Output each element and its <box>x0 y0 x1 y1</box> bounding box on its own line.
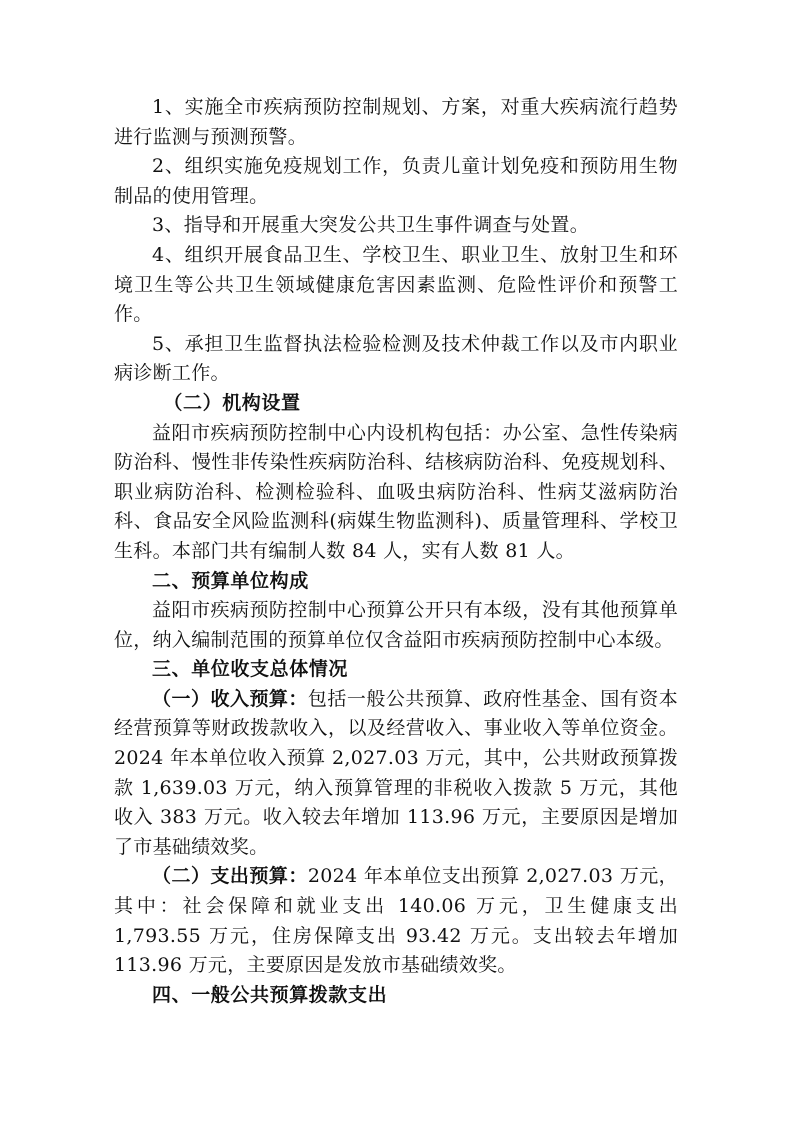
budget-units-heading: 二、预算单位构成 <box>152 569 309 592</box>
income-budget-paragraph <box>114 685 678 863</box>
duty-item-3: 3、指导和开展重大突发公共卫生事件调查与处置。 <box>152 214 589 237</box>
duty-item-4: 4、组织开展食品卫生、学校卫生、职业卫生、放射卫生和环境卫生等公共卫生领域健康危害因素监测、危险性评价和预警工作。 <box>114 243 678 326</box>
expense-budget-label: （二）支出预算： <box>152 865 308 888</box>
expense-budget-text: 2024 年本单位支出预算 2,027.03 万元，其中：社会保障和就业支出 140.06 万元，卫生健康支出 1,793.55 万元，住房保障支出 93.42 万元。支出较去年增加 113.96 万元，主要原因是发放市基础绩效奖。 <box>114 865 678 977</box>
budget-units-paragraph: 益阳市疾病预防控制中心预算公开只有本级，没有其他预算单位，纳入编制范围的预算单位仅含益阳市疾病预防控制中心本级。 <box>114 599 678 651</box>
document-body <box>114 93 678 1010</box>
duty-item-1: 1、实施全市疾病预防控制规划、方案，对重大疾病流行趋势进行监测与预测预警。 <box>114 96 678 148</box>
expense-budget-paragraph <box>114 862 678 980</box>
overall-income-expense-heading: 三、单位收支总体情况 <box>152 658 349 681</box>
income-budget-label: （一）收入预算： <box>152 687 308 710</box>
org-structure-heading: （二）机构设置 <box>163 391 301 414</box>
general-budget-heading: 四、一般公共预算拨款支出 <box>152 983 388 1006</box>
duty-item-5: 5、承担卫生监督执法检验检测及技术仲裁工作以及市内职业病诊断工作。 <box>114 332 678 385</box>
org-structure-paragraph: 益阳市疾病预防控制中心内设机构包括：办公室、急性传染病防治科、慢性非传染性疾病防治科、结核病防治科、免疫规划科、职业病防治科、检测检验科、血吸虫病防治科、性病艾滋病防治科、食品安全风险监测科(病媒生物监测科)、质量管理科、学校卫生科。本部门共有编制人数 84 人，实有人数 81 人。 <box>114 421 678 562</box>
income-budget-text: 包括一般公共预算、政府性基金、国有资本经营预算等财政拨款收入，以及经营收入、事业收入等单位资金。2024 年本单位收入预算 2,027.03 万元，其中，公共财政预算拨款 1,639.03 万元，纳入预算管理的非税收入拨款 5 万元，其他收入 383 万元。收入较去年增加 113.96 万元，主要原因是增加了市基础绩效奖。 <box>114 687 678 858</box>
duty-item-2: 2、组织实施免疫规划工作，负责儿童计划免疫和预防用生物制品的使用管理。 <box>114 155 678 207</box>
